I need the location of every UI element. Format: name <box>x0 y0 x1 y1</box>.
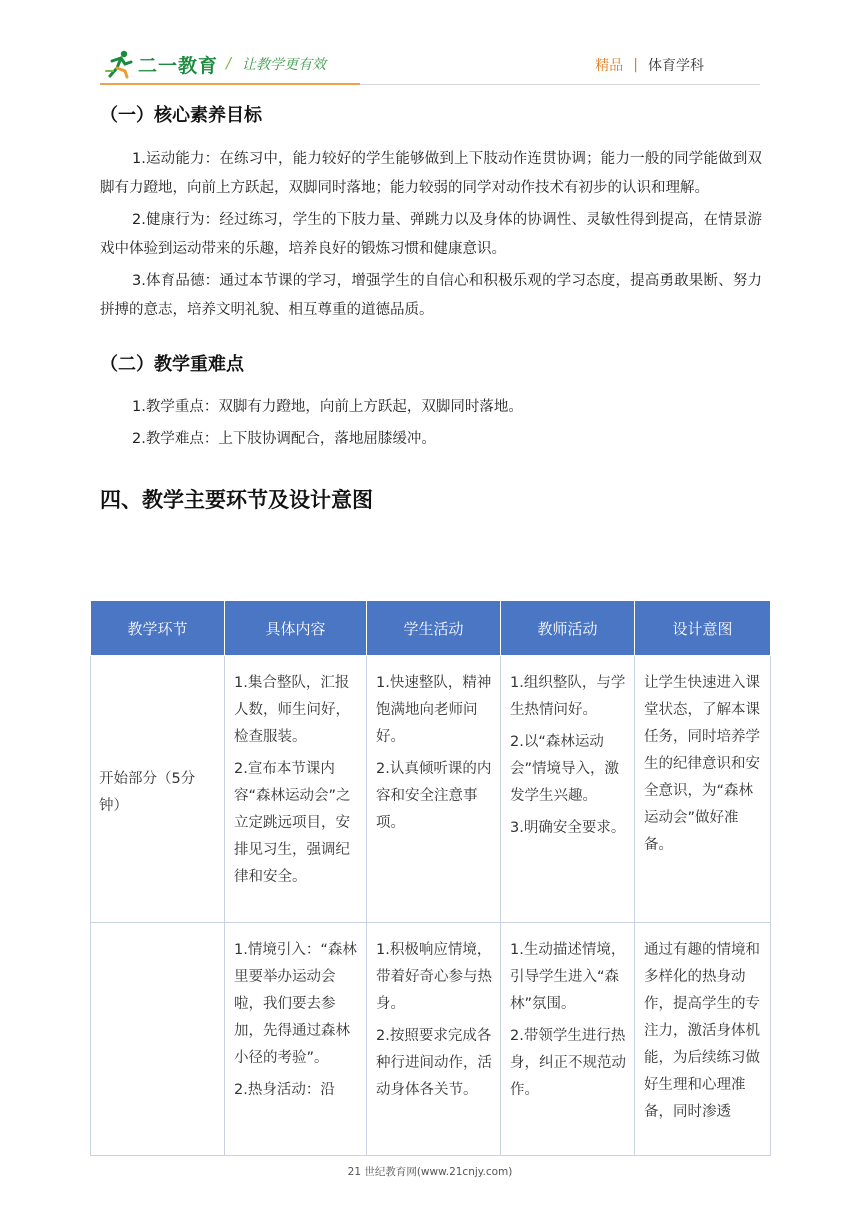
content-cell <box>225 923 367 1156</box>
cell-text: 1.积极响应情境，带着好奇心参与热身。 <box>376 942 492 1012</box>
cell-text: 通过有趣的情境和多样化的热身动作，提高学生的专注力，激活身体机能，为后续练习做好生理和心理准备，同时渗透 <box>644 942 760 1120</box>
teacher-activity-cell <box>501 923 635 1156</box>
stage-cell <box>91 923 225 1156</box>
runner-logo-icon <box>104 49 134 79</box>
stage-cell: 开始部分（5分钟） <box>91 656 225 923</box>
student-activity-cell <box>367 923 501 1156</box>
document-body <box>100 95 762 520</box>
cell-text: 1.生动描述情境，引导学生进入“森林”氛围。 <box>510 942 626 1012</box>
design-intent-cell <box>635 656 771 923</box>
paragraph-difficulty: 2.教学难点：上下肢协调配合，落地屈膝缓冲。 <box>132 431 436 447</box>
section-heading-key-points: （二）教学重难点 <box>100 354 244 375</box>
page-footer: 21 世纪教育网(www.21cnjy.com) <box>347 1166 513 1178</box>
cell-text: 2.带领学生进行热身，纠正不规范动作。 <box>510 1028 626 1098</box>
header-right <box>595 55 704 75</box>
teacher-activity-cell <box>501 656 635 923</box>
paragraph-motor-ability: 1.运动能力：在练习中，能力较好的学生能够做到上下肢动作连贯协调；能力一般的同学能做到双脚有力蹬地，向前上方跃起，双脚同时落地；能力较弱的同学对动作技术有初步的认识和理解。 <box>100 151 762 196</box>
content-cell <box>225 656 367 923</box>
subject-label: 体育学科 <box>648 58 704 74</box>
cell-text: 1.组织整队，与学生热情问好。 <box>510 675 626 718</box>
teaching-steps-table <box>90 600 771 1156</box>
design-intent-cell <box>635 923 771 1156</box>
section-heading-teaching-steps: 四、教学主要环节及设计意图 <box>100 488 373 512</box>
column-header: 教师活动 <box>501 601 635 656</box>
header-rule-accent <box>100 83 360 85</box>
column-header: 具体内容 <box>225 601 367 656</box>
section-heading-core-literacy: （一）核心素养目标 <box>100 105 262 126</box>
cell-text: 2.宣布本节课内容“森林运动会”之立定跳远项目，安排见习生，强调纪律和安全。 <box>234 761 351 885</box>
paragraph-health-behavior: 2.健康行为：经过练习，学生的下肢力量、弹跳力以及身体的协调性、灵敏性得到提高，在情景游戏中体验到运动带来的乐趣，培养良好的锻炼习惯和健康意识。 <box>100 212 762 257</box>
column-header: 设计意图 <box>635 601 771 656</box>
cell-text: 1.集合整队，汇报人数，师生问好，检查服装。 <box>234 675 350 745</box>
header-slogan: 让教学更有效 <box>242 57 326 73</box>
cell-text: 2.以“森林运动会”情境导入，激发学生兴趣。 <box>510 734 620 804</box>
header-divider: | <box>633 57 638 73</box>
cell-text: 让学生快速进入课堂状态，了解本课任务，同时培养学生的纪律意识和安全意识，为“森林运动会”做好准备。 <box>644 675 760 853</box>
paragraph-sports-ethics: 3.体育品德：通过本节课的学习，增强学生的自信心和积极乐观的学习态度，提高勇敢果断、努力拼搏的意志，培养文明礼貌、相互尊重的道德品质。 <box>100 273 762 318</box>
cell-text: 3.明确安全要求。 <box>510 820 626 836</box>
cell-text: 1.快速整队，精神饱满地向老师问好。 <box>376 675 492 745</box>
cell-text: 1.情境引入：“森林里要举办运动会啦，我们要去参加，先得通过森林小径的考验”。 <box>234 942 357 1066</box>
cell-text: 2.热身活动：沿 <box>234 1082 335 1098</box>
student-activity-cell <box>367 656 501 923</box>
brand-logo <box>104 48 218 80</box>
table-header-row <box>91 601 771 656</box>
page-header <box>0 0 860 100</box>
table-row <box>91 923 771 1156</box>
column-header: 教学环节 <box>91 601 225 656</box>
header-separator: / <box>226 54 232 72</box>
quality-label: 精品 <box>595 58 624 74</box>
paragraph-key-point: 1.教学重点：双脚有力蹬地，向前上方跃起，双脚同时落地。 <box>132 399 523 415</box>
logo-text: 二一教育 <box>138 54 219 77</box>
column-header: 学生活动 <box>367 601 501 656</box>
cell-text: 2.按照要求完成各种行进间动作，活动身体各关节。 <box>376 1028 492 1098</box>
table-row <box>91 656 771 923</box>
cell-text: 2.认真倾听课的内容和安全注意事项。 <box>376 761 492 831</box>
